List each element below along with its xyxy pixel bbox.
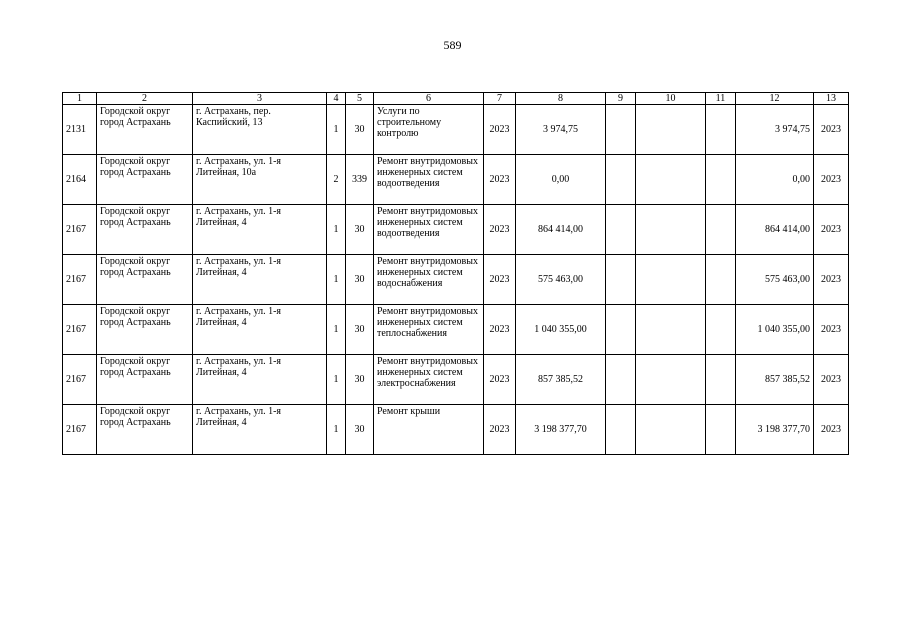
cell-year: 2023 bbox=[484, 255, 516, 305]
cell-col5: 30 bbox=[346, 405, 374, 455]
cell-year-end: 2023 bbox=[814, 155, 849, 205]
cell-municipality: Городской округ город Астрахань bbox=[97, 155, 193, 205]
cell-amount: 3 974,75 bbox=[516, 105, 606, 155]
cell-col4: 1 bbox=[327, 405, 346, 455]
cell-amount-total: 1 040 355,00 bbox=[736, 305, 814, 355]
program-table bbox=[62, 92, 849, 455]
cell-work-type: Ремонт крыши bbox=[374, 405, 484, 455]
cell-municipality: Городской округ город Астрахань bbox=[97, 405, 193, 455]
cell-year: 2023 bbox=[484, 355, 516, 405]
cell-amount: 0,00 bbox=[516, 155, 606, 205]
cell-amount-total: 575 463,00 bbox=[736, 255, 814, 305]
cell-municipality: Городской округ город Астрахань bbox=[97, 205, 193, 255]
column-header: 6 bbox=[374, 93, 484, 105]
cell-col4: 2 bbox=[327, 155, 346, 205]
cell-amount: 864 414,00 bbox=[516, 205, 606, 255]
cell-work-type: Ремонт внутридомовых инженерных систем водоотведения bbox=[374, 205, 484, 255]
cell-col5: 30 bbox=[346, 105, 374, 155]
table-row bbox=[63, 305, 849, 355]
cell-col11 bbox=[706, 355, 736, 405]
cell-amount-total: 857 385,52 bbox=[736, 355, 814, 405]
cell-col11 bbox=[706, 405, 736, 455]
cell-id: 2167 bbox=[63, 255, 97, 305]
table-row bbox=[63, 355, 849, 405]
cell-work-type: Ремонт внутридомовых инженерных систем водоотведения bbox=[374, 155, 484, 205]
cell-id: 2167 bbox=[63, 205, 97, 255]
cell-col10 bbox=[636, 105, 706, 155]
table-row bbox=[63, 205, 849, 255]
cell-amount: 575 463,00 bbox=[516, 255, 606, 305]
cell-col5: 30 bbox=[346, 305, 374, 355]
cell-col5: 30 bbox=[346, 205, 374, 255]
cell-col4: 1 bbox=[327, 255, 346, 305]
cell-amount-total: 3 198 377,70 bbox=[736, 405, 814, 455]
cell-col11 bbox=[706, 155, 736, 205]
cell-work-type: Ремонт внутридомовых инженерных систем водоснабжения bbox=[374, 255, 484, 305]
cell-amount: 1 040 355,00 bbox=[516, 305, 606, 355]
column-header: 4 bbox=[327, 93, 346, 105]
column-header: 5 bbox=[346, 93, 374, 105]
cell-address: г. Астрахань, ул. 1-я Литейная, 10а bbox=[193, 155, 327, 205]
column-header: 10 bbox=[636, 93, 706, 105]
column-header: 7 bbox=[484, 93, 516, 105]
cell-col11 bbox=[706, 255, 736, 305]
cell-id: 2167 bbox=[63, 355, 97, 405]
cell-municipality: Городской округ город Астрахань bbox=[97, 355, 193, 405]
cell-year-end: 2023 bbox=[814, 305, 849, 355]
cell-year: 2023 bbox=[484, 155, 516, 205]
cell-col5: 30 bbox=[346, 355, 374, 405]
cell-address: г. Астрахань, ул. 1-я Литейная, 4 bbox=[193, 305, 327, 355]
cell-col9 bbox=[606, 105, 636, 155]
cell-work-type: Ремонт внутридомовых инженерных систем электроснабжения bbox=[374, 355, 484, 405]
column-header: 11 bbox=[706, 93, 736, 105]
cell-amount-total: 864 414,00 bbox=[736, 205, 814, 255]
cell-municipality: Городской округ город Астрахань bbox=[97, 105, 193, 155]
cell-col9 bbox=[606, 405, 636, 455]
table-row bbox=[63, 155, 849, 205]
cell-year: 2023 bbox=[484, 405, 516, 455]
cell-address: г. Астрахань, пер. Каспийский, 13 bbox=[193, 105, 327, 155]
cell-col5: 30 bbox=[346, 255, 374, 305]
cell-municipality: Городской округ город Астрахань bbox=[97, 255, 193, 305]
cell-address: г. Астрахань, ул. 1-я Литейная, 4 bbox=[193, 355, 327, 405]
cell-address: г. Астрахань, ул. 1-я Литейная, 4 bbox=[193, 205, 327, 255]
cell-col10 bbox=[636, 405, 706, 455]
cell-col4: 1 bbox=[327, 305, 346, 355]
cell-id: 2167 bbox=[63, 405, 97, 455]
page-number: 589 bbox=[443, 38, 462, 52]
cell-work-type: Ремонт внутридомовых инженерных систем теплоснабжения bbox=[374, 305, 484, 355]
cell-col9 bbox=[606, 155, 636, 205]
cell-year: 2023 bbox=[484, 305, 516, 355]
cell-year-end: 2023 bbox=[814, 205, 849, 255]
cell-col10 bbox=[636, 355, 706, 405]
cell-year: 2023 bbox=[484, 205, 516, 255]
cell-address: г. Астрахань, ул. 1-я Литейная, 4 bbox=[193, 405, 327, 455]
cell-id: 2131 bbox=[63, 105, 97, 155]
cell-year-end: 2023 bbox=[814, 105, 849, 155]
cell-id: 2167 bbox=[63, 305, 97, 355]
cell-year-end: 2023 bbox=[814, 355, 849, 405]
table-row bbox=[63, 405, 849, 455]
cell-col10 bbox=[636, 155, 706, 205]
column-header: 13 bbox=[814, 93, 849, 105]
cell-col4: 1 bbox=[327, 205, 346, 255]
cell-col9 bbox=[606, 355, 636, 405]
cell-col11 bbox=[706, 305, 736, 355]
column-header: 2 bbox=[97, 93, 193, 105]
column-header: 8 bbox=[516, 93, 606, 105]
cell-amount-total: 0,00 bbox=[736, 155, 814, 205]
header-row bbox=[63, 93, 849, 105]
column-header: 9 bbox=[606, 93, 636, 105]
cell-col11 bbox=[706, 105, 736, 155]
cell-year-end: 2023 bbox=[814, 405, 849, 455]
cell-amount: 3 198 377,70 bbox=[516, 405, 606, 455]
cell-col11 bbox=[706, 205, 736, 255]
cell-col9 bbox=[606, 255, 636, 305]
cell-col10 bbox=[636, 255, 706, 305]
cell-col4: 1 bbox=[327, 105, 346, 155]
cell-year-end: 2023 bbox=[814, 255, 849, 305]
cell-col4: 1 bbox=[327, 355, 346, 405]
table-row bbox=[63, 255, 849, 305]
cell-year: 2023 bbox=[484, 105, 516, 155]
cell-col10 bbox=[636, 205, 706, 255]
column-header: 12 bbox=[736, 93, 814, 105]
table-row bbox=[63, 105, 849, 155]
column-header: 1 bbox=[63, 93, 97, 105]
cell-col10 bbox=[636, 305, 706, 355]
cell-amount-total: 3 974,75 bbox=[736, 105, 814, 155]
cell-col9 bbox=[606, 205, 636, 255]
cell-col5: 339 bbox=[346, 155, 374, 205]
cell-municipality: Городской округ город Астрахань bbox=[97, 305, 193, 355]
cell-work-type: Услуги по строительному контролю bbox=[374, 105, 484, 155]
cell-address: г. Астрахань, ул. 1-я Литейная, 4 bbox=[193, 255, 327, 305]
cell-col9 bbox=[606, 305, 636, 355]
cell-amount: 857 385,52 bbox=[516, 355, 606, 405]
cell-id: 2164 bbox=[63, 155, 97, 205]
column-header: 3 bbox=[193, 93, 327, 105]
